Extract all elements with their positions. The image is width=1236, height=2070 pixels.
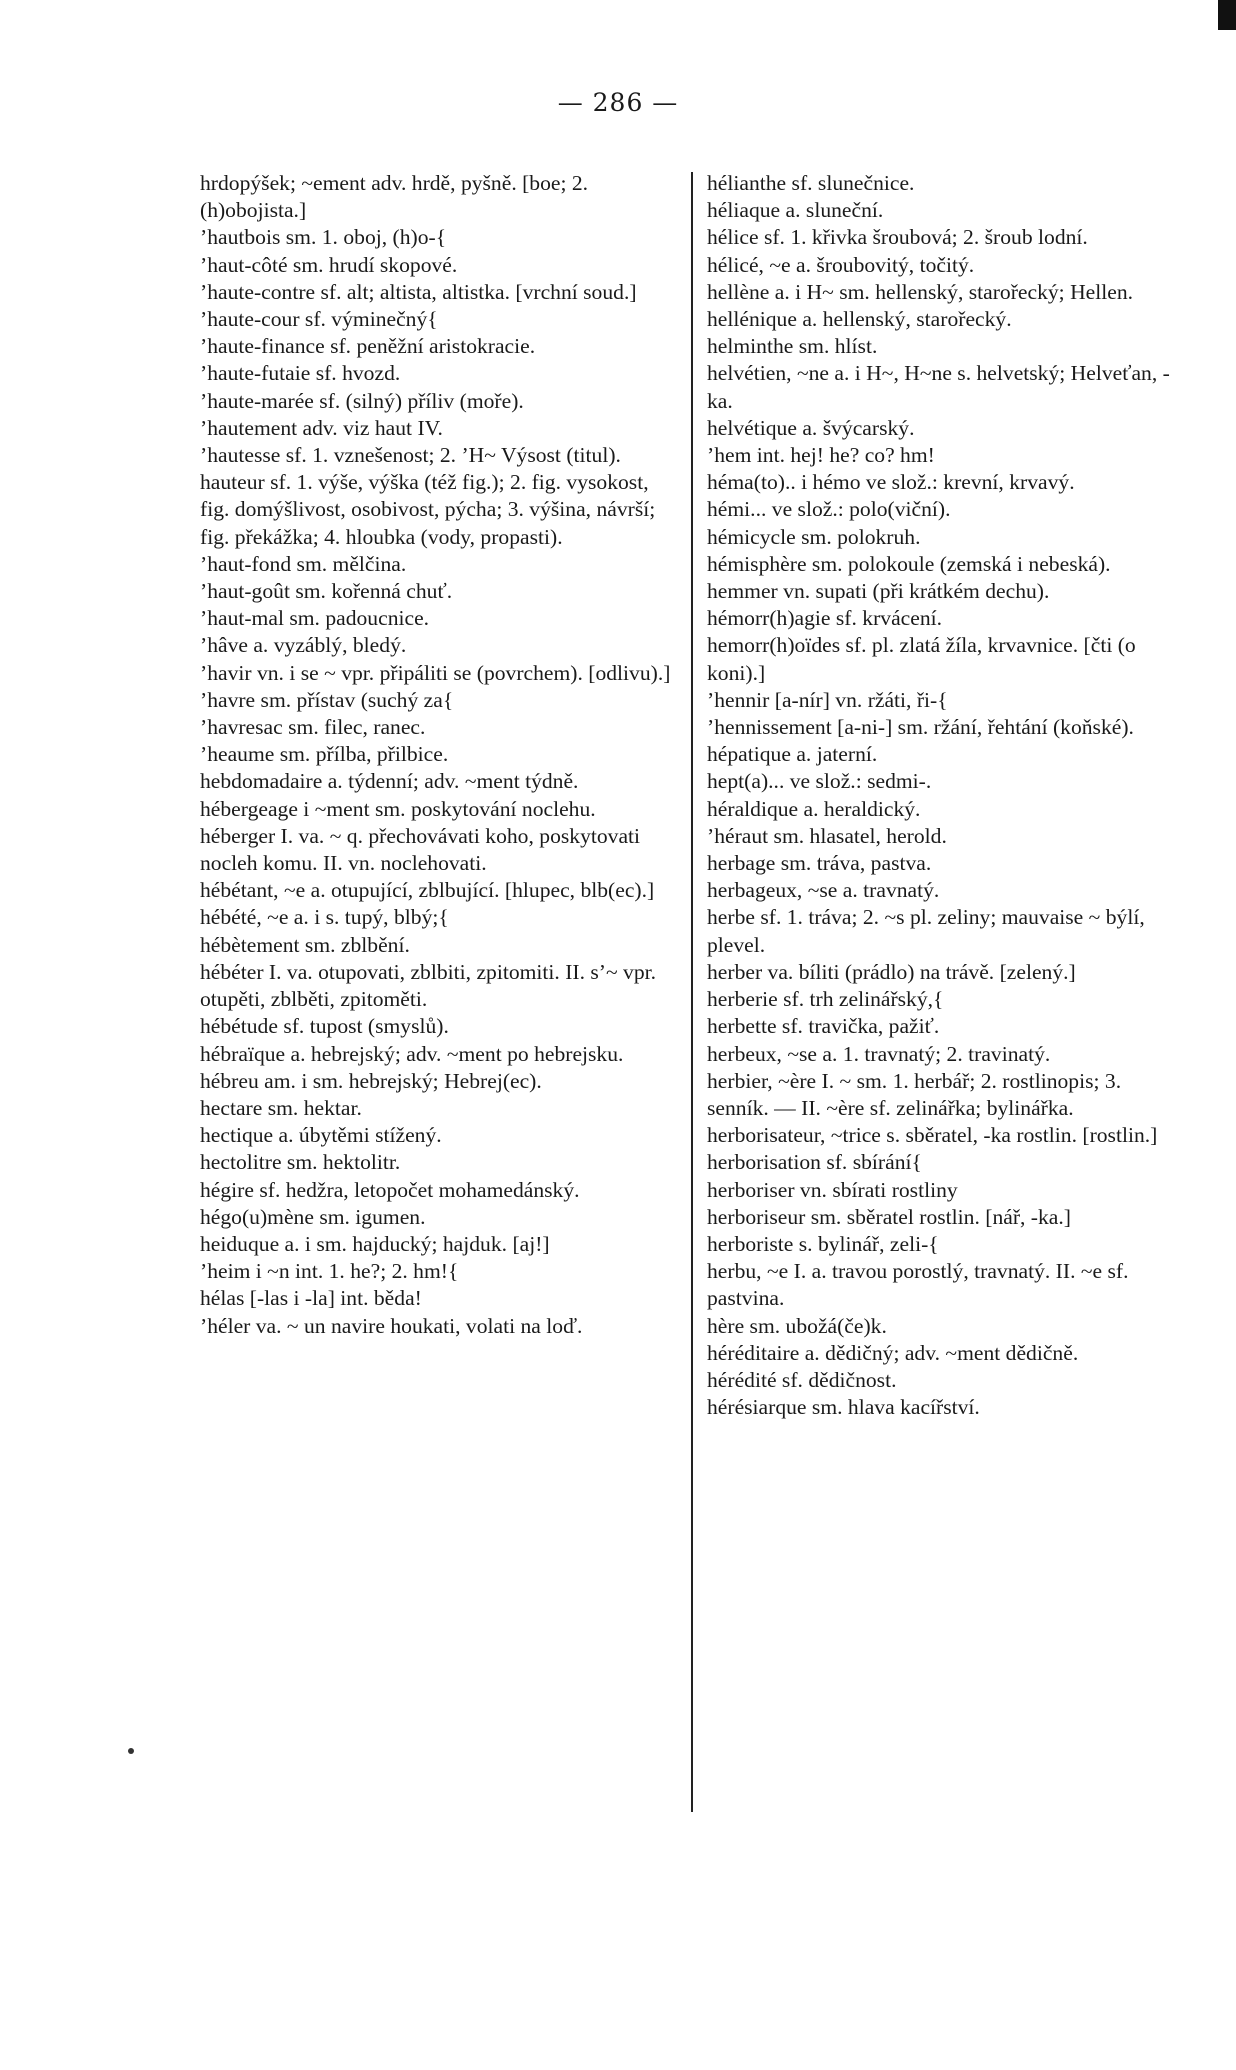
dictionary-entry: hectare sm. hektar. — [200, 1095, 362, 1120]
dictionary-entry: héréditaire a. dědičný; adv. ~ment dědičně. — [707, 1340, 1079, 1365]
dictionary-entry: hébergeage i ~ment sm. poskytování noclehu. — [200, 796, 596, 821]
dictionary-entry: ’heim i ~n int. 1. he?; 2. hm!{ — [200, 1259, 459, 1284]
dictionary-entry: ’hautesse sf. 1. vznešenost; 2. ’H~ Výsost (titul). — [200, 443, 621, 468]
dictionary-entry: herboriser vn. sbírati rostliny — [707, 1177, 958, 1202]
dictionary-entry: hélice sf. 1. křivka šroubová; 2. šroub lodní. — [707, 225, 1088, 250]
dictionary-entry: ’haut-côté sm. hrudí skopové. — [200, 252, 458, 277]
dictionary-entry: hectique a. úbytěmi stížený. — [200, 1123, 442, 1148]
dictionary-entry: hébété, ~e a. i s. tupý, blbý;{ — [200, 905, 449, 930]
dictionary-entry: hélianthe sf. slunečnice. — [707, 171, 915, 195]
dictionary-entry: ’haut-goût sm. kořenná chuť. — [200, 579, 453, 604]
dictionary-entry: héliaque a. sluneční. — [707, 198, 884, 223]
dictionary-entry: ’hem int. hej! he? co? hm! — [707, 443, 935, 468]
dictionary-entry: ’havresac sm. filec, ranec. — [200, 715, 426, 740]
dictionary-entry: helvétique a. švýcarský. — [707, 415, 915, 440]
dictionary-entry: hépatique a. jaterní. — [707, 742, 878, 767]
dictionary-entry: ’haute-futaie sf. hvozd. — [200, 361, 401, 386]
dictionary-entry: ’haute-finance sf. peněžní aristokracie. — [200, 334, 536, 359]
dictionary-entry: helvétien, ~ne a. i H~, H~ne s. helvetský; Helveťan, -ka. — [707, 361, 1170, 413]
dictionary-entry: héraldique a. heraldický. — [707, 796, 921, 821]
dictionary-entry: helminthe sm. hlíst. — [707, 334, 878, 359]
dictionary-entry: herborisation sf. sbírání{ — [707, 1150, 922, 1175]
right-column — [707, 170, 1187, 1421]
page-corner-mark — [1218, 0, 1236, 30]
dictionary-entry: ’haut-fond sm. mělčina. — [200, 551, 407, 576]
dictionary-entry: hélas [-las i -la] int. běda! — [200, 1286, 422, 1311]
dictionary-entry: hérédité sf. dědičnost. — [707, 1367, 897, 1392]
dictionary-entry: heiduque a. i sm. hajducký; hajduk. [aj!] — [200, 1231, 550, 1256]
dictionary-entry: hemorr(h)oïdes sf. pl. zlatá žíla, krvavnice. [čti (o koni).] — [707, 633, 1136, 685]
dictionary-entry: hauteur sf. 1. výše, výška (též fig.); 2. fig. vysokost, fig. domýšlivost, osobivost, pýcha; 3. výšina, návrší; fig. překážka; 4. hloubka (vody, propasti). — [200, 470, 656, 549]
dictionary-entry: ’haut-mal sm. padoucnice. — [200, 606, 430, 631]
dictionary-entry: herborisateur, ~trice s. sběratel, -ka rostlin. [rostlin.] — [707, 1123, 1158, 1148]
dictionary-entry: ’haute-contre sf. alt; altista, altistka. [vrchní soud.] — [200, 279, 637, 304]
dictionary-entry: hebdomadaire a. týdenní; adv. ~ment týdně. — [200, 769, 579, 794]
dictionary-entry: ’haute-cour sf. výminečný{ — [200, 307, 438, 332]
dictionary-entry: héma(to).. i hémo ve slož.: krevní, krvavý. — [707, 470, 1075, 495]
dictionary-entry: hrdopýšek; ~ement adv. hrdě, pyšně. [boe; 2. (h)obojista.] — [200, 171, 589, 223]
dictionary-entry: hellène a. i H~ sm. hellenský, starořecký; Hellen. — [707, 279, 1134, 304]
dictionary-entry: ’hâve a. vyzáblý, bledý. — [200, 633, 407, 658]
dictionary-entry: hémorr(h)agie sf. krvácení. — [707, 606, 943, 631]
dictionary-entry: herbageux, ~se a. travnatý. — [707, 878, 940, 903]
dictionary-entry: ’havre sm. přístav (suchý za{ — [200, 687, 454, 712]
dictionary-entry: hémi... ve slož.: polo(viční). — [707, 497, 951, 522]
dictionary-entry: ’hautbois sm. 1. oboj, (h)o-{ — [200, 225, 447, 250]
dictionary-entry: herbe sf. 1. tráva; 2. ~s pl. zeliny; mauvaise ~ býlí, plevel. — [707, 905, 1145, 957]
dictionary-entry: herbeux, ~se a. 1. travnatý; 2. travinatý. — [707, 1041, 1051, 1066]
dictionary-entry: hélicé, ~e a. šroubovitý, točitý. — [707, 252, 975, 277]
dictionary-entry: hectolitre sm. hektolitr. — [200, 1150, 401, 1175]
dictionary-entry: hébéter I. va. otupovati, zblbiti, zpitomiti. II. s’~ vpr. otupěti, zblběti, zpitoměti. — [200, 959, 657, 1012]
dictionary-entry: hellénique a. hellenský, starořecký. — [707, 307, 1012, 332]
dictionary-entry: hémisphère sm. polokoule (zemská i nebeská). — [707, 551, 1111, 576]
dictionary-entry: herboriseur sm. sběratel rostlin. [nář, -ka.] — [707, 1204, 1071, 1229]
dictionary-entry: herbage sm. tráva, pastva. — [707, 851, 932, 876]
dictionary-entry: héberger I. va. ~ q. přechovávati koho, poskytovati nocleh komu. II. vn. noclehovati. — [200, 823, 641, 876]
column-divider — [691, 172, 693, 1812]
dictionary-entry: herber va. bíliti (prádlo) na trávě. [zelený.] — [707, 959, 1076, 984]
dictionary-entry: hégire sf. hedžra, letopočet mohamedánský. — [200, 1177, 580, 1202]
dictionary-entry: ’héraut sm. hlasatel, herold. — [707, 823, 947, 848]
dictionary-entry: herberie sf. trh zelinářský,{ — [707, 987, 944, 1012]
dictionary-entry: ’haute-marée sf. (silný) příliv (moře). — [200, 388, 524, 413]
dictionary-entry: hérésiarque sm. hlava kacířství. — [707, 1395, 980, 1420]
dictionary-entry: ’héler va. ~ un navire houkati, volati na loď. — [200, 1313, 583, 1338]
dictionary-entry: ’havir vn. i se ~ vpr. připáliti se (povrchem). [odlivu).] — [200, 660, 671, 685]
dictionary-entry: hept(a)... ve slož.: sedmi-. — [707, 769, 932, 794]
dictionary-entry: hère sm. ubožá(če)k. — [707, 1313, 887, 1338]
dictionary-entry: herbier, ~ère I. ~ sm. 1. herbář; 2. rostlinopis; 3. senník. — II. ~ère sf. zelinářka; bylinářka. — [707, 1068, 1122, 1120]
dictionary-entry: hémicycle sm. polokruh. — [707, 524, 921, 549]
dictionary-entry: hébétude sf. tupost (smyslů). — [200, 1014, 449, 1039]
dictionary-entry: ’heaume sm. přílba, přilbice. — [200, 742, 449, 767]
dictionary-entry: hemmer vn. supati (při krátkém dechu). — [707, 579, 1050, 604]
page-number: — 286 — — [557, 88, 679, 117]
dictionary-entry: ’hautement adv. viz haut IV. — [200, 415, 443, 440]
dictionary-entry: herboriste s. bylinář, zeli-{ — [707, 1231, 939, 1256]
dictionary-entry: hébètement sm. zblbění. — [200, 932, 410, 957]
left-column — [200, 170, 680, 1340]
dictionary-entry: hégo(u)mène sm. igumen. — [200, 1204, 426, 1229]
dictionary-entry: herbette sf. travička, pažiť. — [707, 1014, 940, 1039]
dictionary-entry: herbu, ~e I. a. travou porostlý, travnatý. II. ~e sf. pastvina. — [707, 1259, 1129, 1311]
dictionary-entry: hébétant, ~e a. otupující, zblbující. [hlupec, blb(ec).] — [200, 878, 655, 903]
dictionary-entry: hébraïque a. hebrejský; adv. ~ment po hebrejsku. — [200, 1041, 624, 1066]
dictionary-entry: ’hennir [a-nír] vn. ržáti, ři-{ — [707, 687, 948, 712]
dictionary-entry: ’hennissement [a-ni-] sm. ržání, řehtání (koňské). — [707, 715, 1134, 740]
margin-dot — [128, 1748, 134, 1754]
dictionary-entry: hébreu am. i sm. hebrejský; Hebrej(ec). — [200, 1068, 542, 1093]
